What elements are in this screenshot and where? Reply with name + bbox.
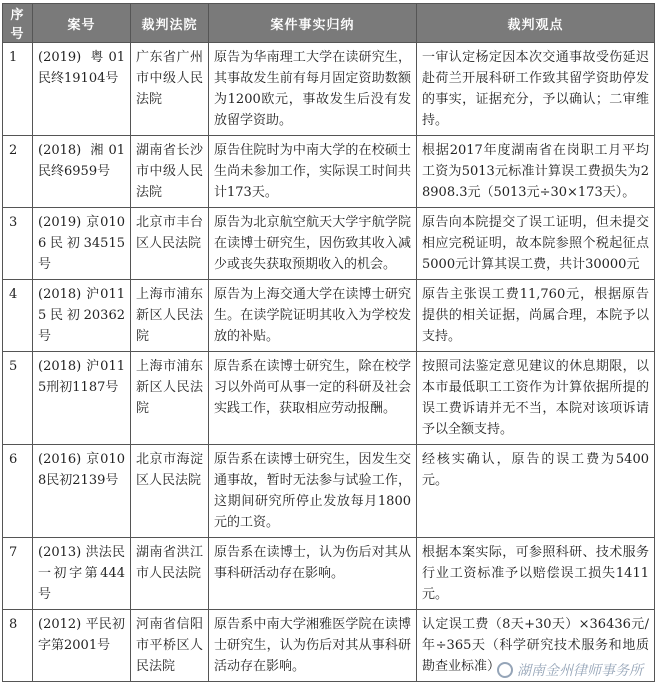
cell-court: 湖南省长沙市中级人民法院: [131, 136, 209, 208]
cell-seq: 6: [3, 445, 33, 538]
case-table: [2, 3, 655, 682]
cell-seq: 7: [3, 538, 33, 610]
cell-facts: 原告为北京航空航天大学宇航学院在读博士研究生，因伤致其收入减少或丧失获取预期收入的机会。: [209, 208, 417, 280]
header-seq: 序号: [3, 4, 33, 43]
cell-opinion: 根据2017年度湖南省在岗职工月平均工资为5013元标准计算误工费损失为28908.3元（5013元÷30×173天）。: [417, 136, 655, 208]
watermark-text: 湖南金州律师事务所: [517, 663, 643, 679]
cell-opinion: 原告主张误工费11,760元，根据原告提供的相关证据，尚属合理，本院予以支持。: [417, 280, 655, 352]
cell-opinion: 按照司法鉴定意见建议的休息期限，以本市最低职工工资作为计算依据所提的误工费诉请并无不当，本院对该项诉请予以全额支持。: [417, 352, 655, 445]
table-row: [3, 352, 655, 445]
cell-court: 河南省信阳市平桥区人民法院: [131, 610, 209, 682]
cell-court: 北京市海淀区人民法院: [131, 445, 209, 538]
cell-facts: 原告系在读博士，认为伤后对其从事科研活动存在影响。: [209, 538, 417, 610]
cell-case-number: (2016) 京0108民初2139号: [33, 445, 131, 538]
cell-opinion: 认定误工费（8天+30天）×36436元/年÷365天（科学研究技术服务和地质勘查业标准）: [417, 610, 655, 682]
cell-opinion: 一审认定杨定因本次交通事故受伤延迟赴荷兰开展科研工作致其留学资助停发的事实，证据充分，予以确认；二审维持。: [417, 43, 655, 136]
cell-opinion: 根据本案实际，可参照科研、技术服务行业工资标准予以赔偿误工损失1411元。: [417, 538, 655, 610]
table-row: [3, 136, 655, 208]
cell-case-number: (2018) 湘01民终6959号: [33, 136, 131, 208]
cell-seq: 2: [3, 136, 33, 208]
cell-seq: 1: [3, 43, 33, 136]
table-row: [3, 538, 655, 610]
cell-court: 上海市浦东新区人民法院: [131, 280, 209, 352]
cell-case-number: (2019) 京0106民初34515号: [33, 208, 131, 280]
cell-court: 北京市丰台区人民法院: [131, 208, 209, 280]
cell-court: 广东省广州市中级人民法院: [131, 43, 209, 136]
cell-facts: 原告为华南理工大学在读研究生，其事故发生前有每月固定资助数额为1200欧元，事故发生后没有发放留学资助。: [209, 43, 417, 136]
table-row: [3, 43, 655, 136]
cell-facts: 原告为上海交通大学在读博士研究生。在读学院证明其收入为学校发放的补贴。: [209, 280, 417, 352]
cell-seq: 8: [3, 610, 33, 682]
cell-facts: 原告系在读博士研究生，除在校学习以外尚可从事一定的科研及社会实践工作，获取相应劳动报酬。: [209, 352, 417, 445]
table-row: [3, 445, 655, 538]
table-row: [3, 208, 655, 280]
header-opinion: 裁判观点: [417, 4, 655, 43]
watermark: [497, 660, 643, 680]
cell-court: 湖南省洪江市人民法院: [131, 538, 209, 610]
cell-case-number: (2019) 粤01民终19104号: [33, 43, 131, 136]
wechat-logo-icon: [497, 662, 513, 678]
cell-case-number: (2018) 沪0115刑初1187号: [33, 352, 131, 445]
cell-opinion: 原告向本院提交了误工证明，但未提交相应完税证明，故本院参照个税起征点5000元计算其误工费，共计30000元: [417, 208, 655, 280]
cell-opinion: 经核实确认，原告的误工费为5400元。: [417, 445, 655, 538]
header-court: 裁判法院: [131, 4, 209, 43]
table-row: [3, 280, 655, 352]
cell-case-number: (2012) 平民初字第2001号: [33, 610, 131, 682]
table-header-row: [3, 4, 655, 43]
cell-court: 上海市浦东新区人民法院: [131, 352, 209, 445]
header-facts: 案件事实归纳: [209, 4, 417, 43]
cell-seq: 4: [3, 280, 33, 352]
cell-case-number: (2018) 沪0115民初20362号: [33, 280, 131, 352]
cell-seq: 3: [3, 208, 33, 280]
cell-seq: 5: [3, 352, 33, 445]
cell-facts: 原告系中南大学湘雅医学院在读博士研究生，认为伤后对其从事科研活动存在影响。: [209, 610, 417, 682]
cell-case-number: (2013) 洪法民一初字第444号: [33, 538, 131, 610]
cell-facts: 原告住院时为中南大学的在校硕士生尚未参加工作，实际误工时间共计173天。: [209, 136, 417, 208]
header-case-number: 案号: [33, 4, 131, 43]
cell-facts: 原告系在读博士研究生，因发生交通事故，暂时无法参与试验工作，这期间研究所停止发放每月1800元的工资。: [209, 445, 417, 538]
